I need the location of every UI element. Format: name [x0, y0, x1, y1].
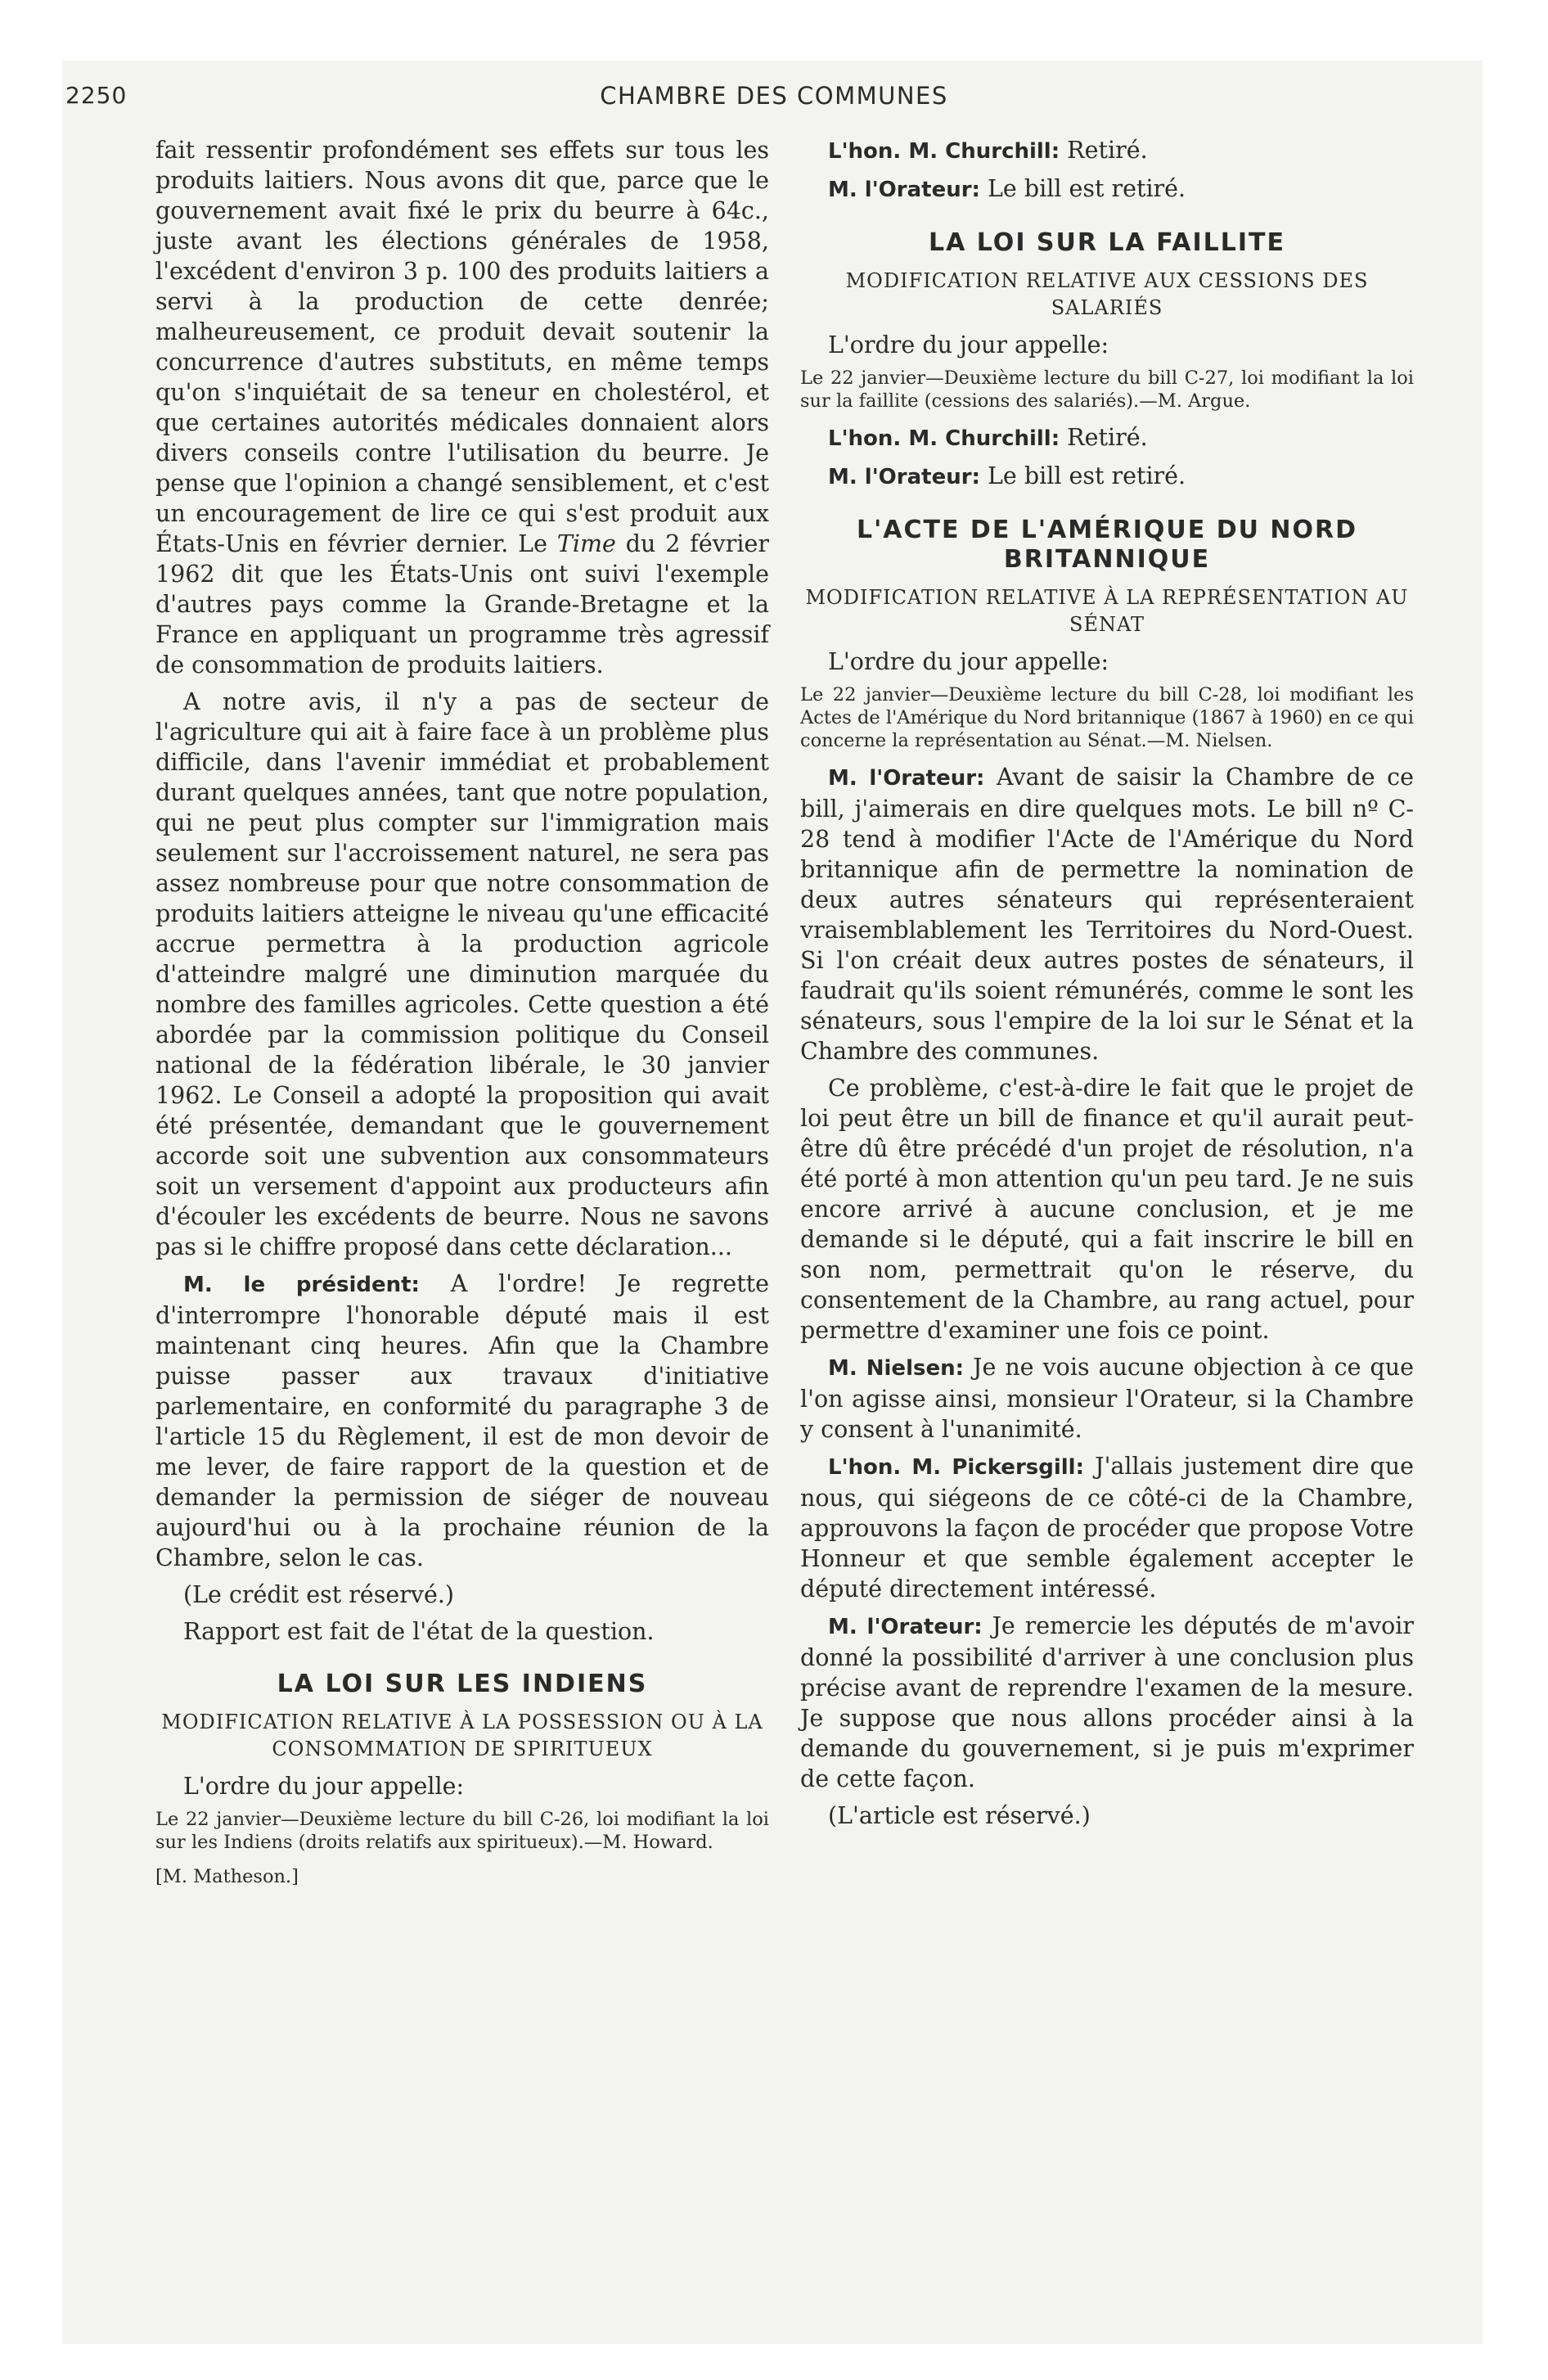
order-detail: Le 22 janvier—Deuxième lecture du bill C-26, loi modifiant la loi sur les Indiens (droits relatifs aux spiritueux).—M. Howard.	[155, 1809, 769, 1853]
paragraph-text: Retiré.	[1060, 137, 1148, 164]
paragraph: Ce problème, c'est-à-dire le fait que le projet de loi peut être un bill de finance et qu'il aurait peut-être dû être précédé d'un projet de résolution, n'a été porté à mon attention qu'un peu tard. Je ne suis encore arrivé à aucune conclusion, et je me demande si le député, qui a fait inscrire le bill en son nom, permettrait qu'on le réserve, du consentement de la Chambre, au rang actuel, pour permettre d'examiner une fois ce point.	[800, 1075, 1414, 1344]
speaker-name: M. l'Orateur:	[828, 465, 980, 489]
speaker-name: L'hon. M. Pickersgill:	[828, 1455, 1084, 1480]
paragraph	[800, 461, 1414, 493]
speaker-bracket: [M. Matheson.]	[155, 1866, 299, 1887]
paragraph-text: Le bill est retiré.	[979, 462, 1186, 489]
page-number: 2250	[65, 82, 128, 109]
speaker-name: M. l'Orateur:	[828, 178, 980, 202]
paragraph	[800, 1451, 1414, 1604]
paragraph	[155, 1269, 769, 1573]
paragraph: A notre avis, il n'y a pas de secteur de l'agriculture qui ait à faire face à un problème plus difficile, dans l'avenir immédiat et probablement durant quelques années, tant que notre population, qui ne peut plus compter sur l'immigration mais seulement sur l'accroissement naturel, ne sera pas assez nombreuse pour que notre consommation de produits laitiers atteigne le niveau qu'une efficacité accrue permettra à la production agricole d'atteindre malgré une diminution marquée du nombre des familles agricoles. Cette question a été abordée par la commission politique du Conseil national de la fédération libérale, le 30 janvier 1962. Le Conseil a adopté la proposition qui avait été présentée, demandant que le gouvernement accorde soit une subvention aux consommateurs soit un versement d'appoint aux producteurs afin d'écouler les excédents de beurre. Nous ne savons pas si le chiffre proposé dans cette déclaration...	[155, 688, 769, 1260]
left-column	[155, 135, 769, 1898]
paragraph	[800, 174, 1414, 205]
paragraph	[155, 135, 769, 680]
paragraph-text: fait ressentir profondément ses effets sur tous les produits laitiers. Nous avons dit que, parce que le gouvernement avait fixé le prix du beurre à 64c., juste avant les élections générales de 1958, l'excédent d'environ 3 p. 100 des produits laitiers a servi à la production de cette denrée; malheureusement, ce produit devait soutenir la concurrence d'autres substituts, en même temps qu'on s'inquiétait de sa teneur en cholestérol, et que certaines autorités médicales donnaient alors divers conseils contre l'utilisation du beurre. Je pense que l'opinion a changé sensiblement, et c'est un encouragement de lire ce qui s'est produit aux États-Unis en février dernier. Le	[155, 137, 769, 557]
paragraph	[800, 135, 1414, 167]
section-heading: LA LOI SUR LA FAILLITE	[928, 228, 1285, 257]
paragraph-text: Je ne vois aucune objection à ce que l'on agisse ainsi, monsieur l'Orateur, si la Chambre y consent à l'unanimité.	[800, 1354, 1414, 1443]
section-subheading: MODIFICATION RELATIVE À LA POSSESSION OU À LA CONSOMMATION DE SPIRITUEUX	[161, 1711, 763, 1760]
paragraph-text: du 2 février 1962 dit que les États-Unis ont suivi l'exemple d'autres pays comme la Grande-Bretagne et la France en appliquant un programme très agressif de consommation de produits laitiers.	[155, 530, 770, 678]
italic-title: Time	[556, 530, 616, 557]
speaker-name: M. l'Orateur:	[828, 1615, 983, 1639]
speaker-name: M. Nielsen:	[828, 1356, 964, 1381]
order-label: L'ordre du jour appelle:	[828, 648, 1109, 675]
order-detail: Le 22 janvier—Deuxième lecture du bill C-28, loi modifiant les Actes de l'Amérique du Nord britannique (1867 à 1960) en ce qui concerne la représentation au Sénat.—M. Nielsen.	[800, 684, 1414, 751]
paragraph	[800, 422, 1414, 454]
paragraph-text: Le bill est retiré.	[979, 175, 1186, 202]
paragraph-text: A l'ordre! Je regrette d'interrompre l'honorable député mais il est maintenant cinq heures. Afin que la Chambre puisse passer aux travaux d'initiative parlementaire, en conformité du paragraphe 3 de l'article 15 du Règlement, il est de mon devoir de me lever, de faire rapport de la question et de demander la permission de siéger de nouveau aujourd'hui ou à la prochaine réunion de la Chambre, selon le cas.	[155, 1270, 769, 1571]
paragraph: Rapport est fait de l'état de la question.	[183, 1618, 655, 1645]
order-detail: Le 22 janvier—Deuxième lecture du bill C-27, loi modifiant la loi sur la faillite (cessions des salariés).—M. Argue.	[800, 367, 1414, 412]
running-head: CHAMBRE DES COMMUNES	[600, 82, 948, 110]
paragraph-text: Avant de saisir la Chambre de ce bill, j'aimerais en dire quelques mots. Le bill nº C-28 tend à modifier l'Acte de l'Amérique du Nord britannique afin de permettre la nomination de deux autres sénateurs qui représenteraient vraisemblablement les Territoires du Nord-Ouest. Si l'on créait deux autres postes de sénateurs, il faudrait qu'ils soient rémunérés, comme le sont les sénateurs, sous l'empire de la loi sur le Sénat et la Chambre des communes.	[800, 764, 1415, 1065]
paragraph	[800, 1611, 1414, 1794]
order-label: L'ordre du jour appelle:	[828, 331, 1109, 358]
section-heading: L'ACTE DE L'AMÉRIQUE DU NORD BRITANNIQUE	[856, 516, 1358, 574]
section-heading: LA LOI SUR LES INDIENS	[277, 1670, 648, 1698]
speaker-name: L'hon. M. Churchill:	[828, 426, 1060, 451]
paragraph: (L'article est réservé.)	[828, 1802, 1091, 1829]
section-subheading: MODIFICATION RELATIVE AUX CESSIONS DES SALARIÉS	[845, 269, 1369, 319]
paragraph	[800, 1352, 1414, 1445]
paragraph: (Le crédit est réservé.)	[183, 1581, 455, 1608]
speaker-name: M. l'Orateur:	[828, 766, 985, 791]
right-column	[800, 135, 1414, 1837]
paragraph	[800, 762, 1414, 1066]
paragraph-text: J'allais justement dire que nous, qui siégeons de ce côté-ci de la Chambre, approuvons la façon de procéder que propose Votre Honneur et que semble également accepter le député directement intéressé.	[800, 1453, 1414, 1602]
speaker-name: L'hon. M. Churchill:	[828, 139, 1060, 164]
order-label: L'ordre du jour appelle:	[183, 1773, 465, 1800]
speaker-name: M. le président:	[183, 1273, 420, 1297]
paragraph-text: Retiré.	[1060, 424, 1148, 451]
paragraph-text: Je remercie les députés de m'avoir donné la possibilité d'arriver à une conclusion plus précise avant de reprendre l'examen de la mesure. Je suppose que nous allons procéder ainsi à la demande du gouvernement, si je puis m'exprimer de cette façon.	[800, 1612, 1414, 1792]
section-subheading: MODIFICATION RELATIVE À LA REPRÉSENTATION AU SÉNAT	[805, 586, 1409, 636]
